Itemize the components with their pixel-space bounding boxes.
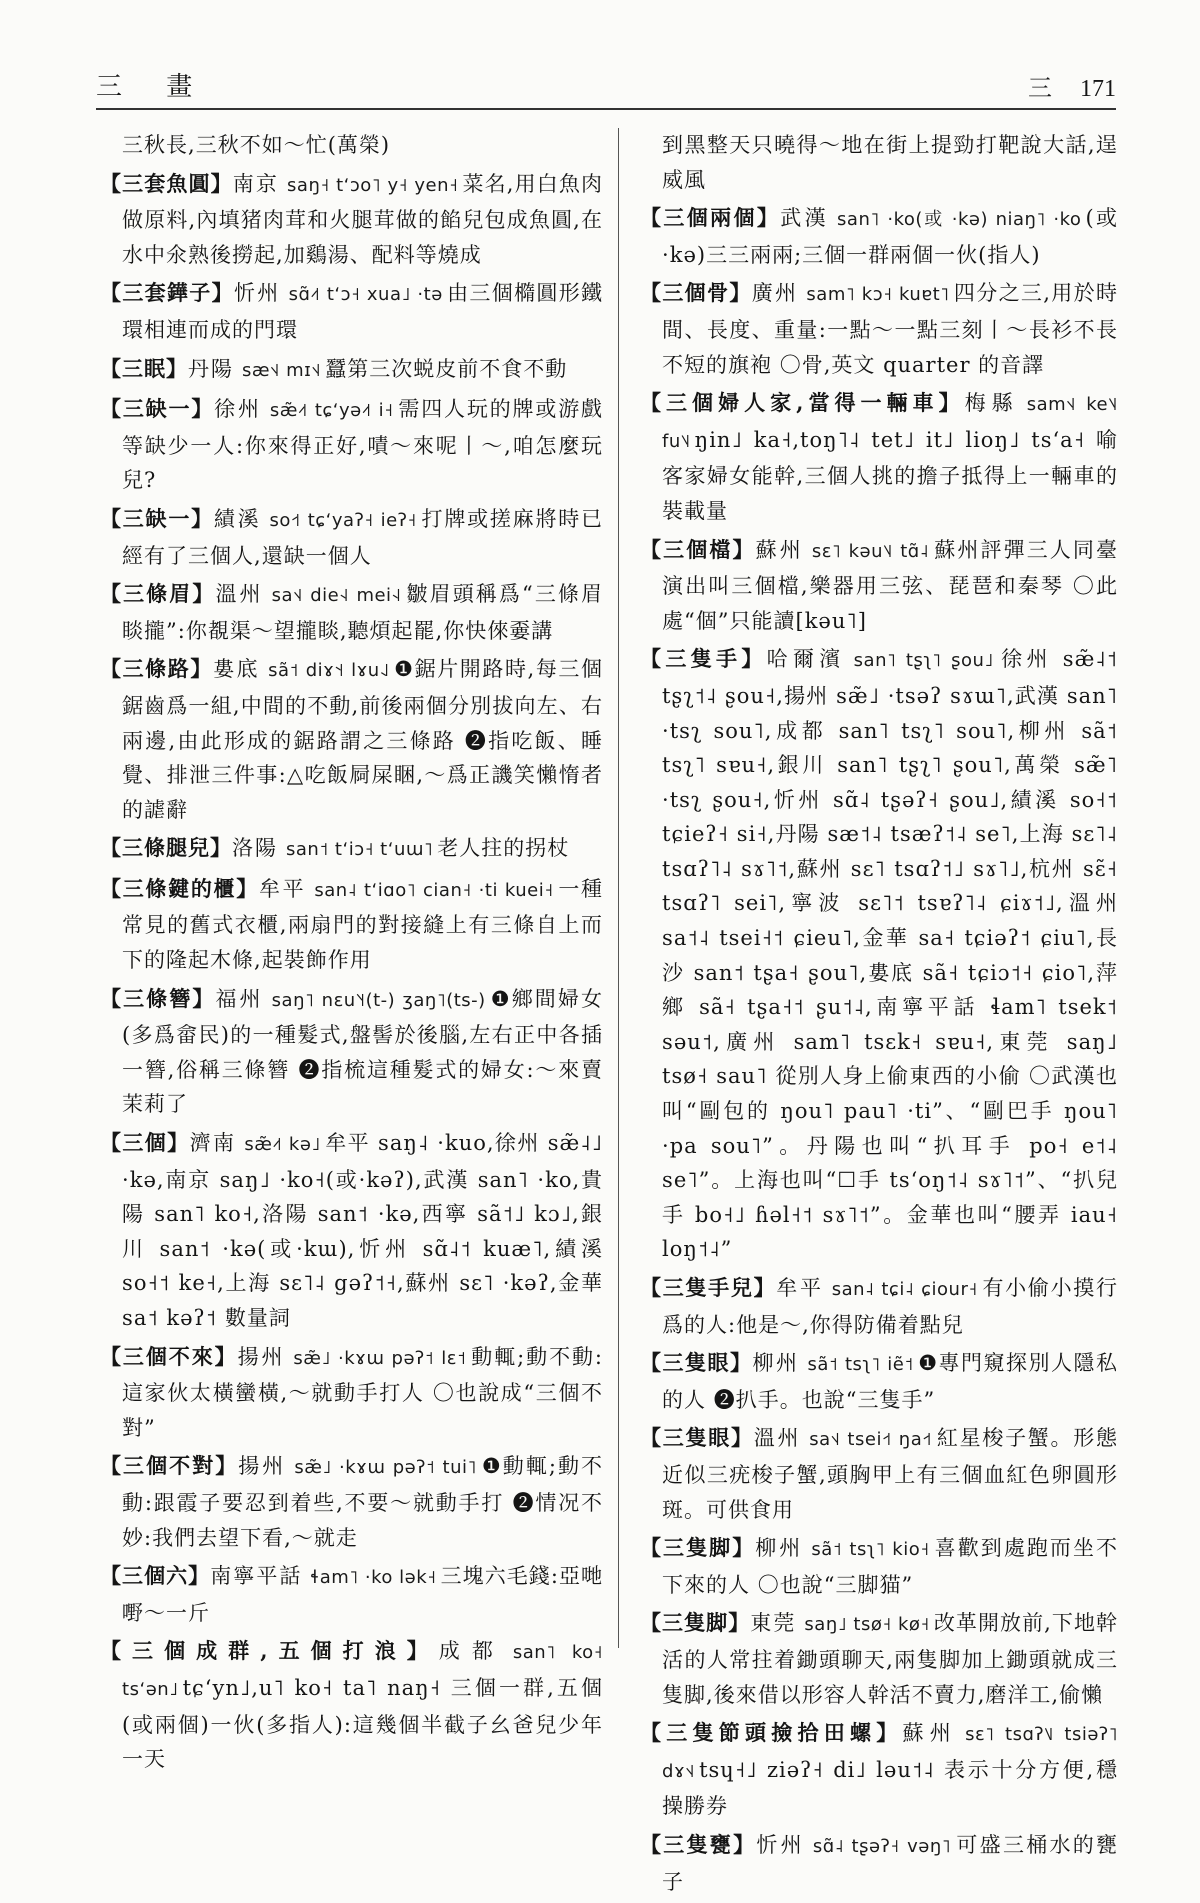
entry-pronunciation: san˨ tɕi˨ ɕiour˧ bbox=[831, 1279, 978, 1300]
entry-headword: 【三個婦人家,當得一輛車】 bbox=[640, 390, 965, 416]
dictionary-entry bbox=[640, 1421, 1118, 1527]
dictionary-entry bbox=[640, 276, 1118, 382]
entry-headword: 【三條眉】 bbox=[100, 581, 216, 607]
entry-definition: tsɥ˧˩ ziəʔ˧ di˩ ləu˦˨ 表示十分方便,穩操勝券 bbox=[662, 1757, 1118, 1819]
entry-headword: 【三缺一】 bbox=[100, 396, 215, 422]
dictionary-entry bbox=[100, 392, 603, 498]
entry-definition: 由三個橢圓形鐵環相連而成的門環 bbox=[122, 281, 604, 342]
entry-region: 哈爾濱 bbox=[766, 647, 846, 672]
dictionary-entry bbox=[640, 201, 1118, 272]
entry-definition: 四分之三,用於時間、長度、重量:一點～一點三刻丨～長衫不長不短的旗袍 〇骨,英文 quarter 的音譯 bbox=[662, 281, 1118, 377]
entry-definition: ❶專門窺探別人隱私的人 ❷扒手。也說“三隻手” bbox=[662, 1351, 1119, 1412]
entry-definition: ŋin˩ ka˧,toŋ˥˨ tet˩ it˩ lioŋ˩ tsʻa˧ 喻客家婦女能幹,三個人挑的擔子抵得上一輛車的裝載量 bbox=[662, 427, 1118, 523]
dictionary-entry bbox=[640, 1716, 1118, 1824]
entry-definition: ❶動輒;動不動:跟霞子要忍到着些,不要～就動手打 ❷情况不妙:我們去望下看,～就走 bbox=[122, 1454, 604, 1550]
entry-region: 溫州 bbox=[753, 1426, 802, 1451]
entry-region: 武漢 bbox=[780, 206, 830, 231]
entry-definition: ❶鄉間婦女(多爲畲民)的一種髮式,盤髻於後腦,左右正中各插一簪,俗稱三條簪 ❷指梳這種髮式的婦女:～來賣茉莉了 bbox=[122, 986, 603, 1117]
entry-definition: 皺眉頭稱爲“三條眉睒攏”:你覩渠～望攏睒,聽煩起罷,你快倈嫑講 bbox=[122, 582, 604, 643]
entry-headword: 【三隻脚】 bbox=[640, 1610, 751, 1636]
entry-definition: 到黑整天只曉得～地在街上提勁打靶說大話,逞威風 bbox=[662, 133, 1118, 192]
dictionary-entry bbox=[100, 1634, 603, 1776]
dictionary-entry bbox=[100, 352, 603, 389]
entry-pronunciation: saŋ˩ tsø˧ kø˧ bbox=[804, 1614, 930, 1636]
dictionary-entry bbox=[100, 872, 603, 978]
entry-headword: 【三個兩個】 bbox=[640, 205, 781, 231]
entry-region: 溫州 bbox=[215, 582, 264, 607]
entry-region: 婁底 bbox=[212, 657, 261, 682]
entry-pronunciation: sã˦ tsʅ˥ iẽ˦ bbox=[807, 1354, 914, 1376]
dictionary-entry bbox=[640, 1606, 1118, 1712]
entry-definition: 蘇州評彈三人同臺演出叫三個檔,樂器用三弦、琵琶和秦琴 〇此處“個”只能讀[kəu˥] bbox=[662, 537, 1119, 633]
entry-pronunciation: saŋ˧ tʻɔo˥ y˧ yen˧ bbox=[287, 174, 459, 196]
entry-region: 牟平 bbox=[776, 1276, 824, 1300]
dictionary-entry bbox=[640, 128, 1118, 197]
entry-pronunciation: san˥ ko˧ tsʻən˩ bbox=[122, 1642, 604, 1700]
entry-headword: 【三隻甕】 bbox=[640, 1831, 757, 1857]
entry-definition: 喜歡到處跑而坐不下來的人 〇也說“三脚猫” bbox=[662, 1536, 1119, 1597]
entry-region: 牟平 bbox=[258, 876, 307, 901]
entry-pronunciation: sã˦ diɤ˦˧ lɤu˨˩ bbox=[268, 660, 390, 682]
entry-headword: 【三條路】 bbox=[100, 656, 213, 682]
entry-region: 蘇州 bbox=[755, 537, 804, 562]
entry-definition: 老人拄的拐杖 bbox=[437, 836, 570, 861]
section-title: 三 畫 bbox=[96, 72, 211, 102]
dictionary-entry bbox=[100, 1340, 603, 1446]
header-rule bbox=[96, 108, 1116, 110]
entry-definition: 徐州 sæ̃˨˦ tʂʅ˦˨ ʂou˧,揚州 sæ̃˩ ·tsəʔ sɤɯ˥,武漢 san˥ ·tsʅ sou˥,成都 san˥ tsʅ˥ sou˥,柳州 sã˦ tsʅ˥ sɐu˧,銀川 san˥ tʂʅ˥ ʂou˥,萬榮 sæ̃˥ ·tsʅ ʂou˧,忻州 sɑ̃˨ tʂəʔ˧ ʂou˩,績溪 so˧˦ tɕieʔ˧ si˧,丹陽 sæ˦˨ tsæʔ˦˨ se˥,上海 sɛ˥˨ tsɑʔ˥˨ sɤ˥˦,蘇州 sɛ˥ tsɑʔ˦˩ sɤ˥˩,杭州 sɛ̃˧ tsɑʔ˥ sei˥,寧波 sɛ˥˦ tsɐʔ˥˨ ɕiɤ˦˩,溫州 sa˦˨ tsei˧˦ ɕieu˥,金華 sa˧ tɕiəʔ˦ ɕiu˥,長沙 san˦ tʂa˧ ʂou˥,婁底 sã˧ tɕiɔ˦˧ ɕio˥,萍鄉 sã˧ tʂa˧˦ ʂu˦˨,南寧平話 ɬam˥ tsek˦ səu˦,廣州 sam˥ tsɛk˧ sɐu˧,東莞 saŋ˩ tsø˧ sau˥ 從別人身上偷東西的小偷 〇武漢也叫“剾包的 ŋou˥ pau˥ ·ti”、“剾巴手 ŋou˥ ·pa sou˥”。丹陽也叫“扒耳手 po˧ e˦˨ se˥”。上海也叫“☐手 tsʻoŋ˦˨ sɤ˥˦”、“扒兒手 bo˧˩ ɦəl˧˦ sɤ˥˦”。金華也叫“腰弄 iau˧ loŋ˦˨” bbox=[662, 647, 1119, 1262]
dictionary-entry bbox=[640, 1828, 1118, 1899]
entry-definition: 三秋長,三秋不如～忙(萬榮) bbox=[122, 133, 391, 157]
entry-headword: 【三隻手兒】 bbox=[640, 1275, 777, 1300]
entry-pronunciation: sæ̃˨˦ kə˩ bbox=[244, 1134, 321, 1156]
entry-region: 廣州 bbox=[751, 281, 799, 306]
entry-pronunciation: san˥ ·ko(或 ·kə) niaŋ˥ ·ko bbox=[837, 209, 1082, 231]
entry-definition: 菜名,用白魚肉做原料,內填猪肉茸和火腿茸做的餡兒包成魚圓,在水中氽熟後撈起,加鷄湯、配料等燒成 bbox=[122, 171, 603, 267]
dictionary-entry bbox=[100, 982, 603, 1122]
entry-headword: 【三眠】 bbox=[100, 355, 188, 381]
entry-region: 柳州 bbox=[755, 1536, 804, 1561]
entry-headword: 【三隻節頭撿拾田螺】 bbox=[640, 1720, 903, 1746]
entry-region: 濟南 bbox=[189, 1131, 237, 1156]
entry-pronunciation: sæ˦˨ mɪ˦˨ bbox=[242, 359, 322, 381]
entry-region: 忻州 bbox=[756, 1832, 805, 1857]
entry-region: 南京 bbox=[232, 171, 280, 196]
entry-definition: 三塊六毛錢:亞哋嘢～一斤 bbox=[122, 1564, 603, 1625]
entry-region: 揚州 bbox=[237, 1344, 286, 1369]
entry-region: 蘇州 bbox=[902, 1721, 958, 1746]
entry-region: 梅縣 bbox=[964, 391, 1019, 416]
entry-headword: 【三隻手】 bbox=[640, 646, 767, 672]
dictionary-entry bbox=[640, 533, 1118, 639]
entry-pronunciation: sɛ˥ kəu˥˨ tɑ̃˨ bbox=[811, 540, 930, 562]
dictionary-entry bbox=[100, 577, 603, 648]
entry-region: 丹陽 bbox=[188, 356, 234, 381]
entry-headword: 【三個不來】 bbox=[100, 1343, 238, 1369]
entry-definition: 牟平 saŋ˨ ·kuo,徐州 sæ̃˨˩ ·kə,南京 saŋ˩ ·ko˧(或·kəʔ),武漢 san˥ ·ko,貴陽 san˥ ko˧,洛陽 san˦ ·kə,西寧 sã˦˩ kɔ˩,銀川 san˦ ·kə(或·kɯ),忻州 sɑ̃˨˦ kuæ˥,績溪 so˧˦ ke˧,上海 sɛ˥˨ gəʔ˦˧,蘇州 sɛ˥ ·kəʔ,金華 sa˦ kəʔ˦ 數量詞 bbox=[122, 1131, 604, 1330]
dictionary-entry bbox=[640, 1271, 1118, 1342]
entry-pronunciation: sa˦˨ tsei˧˦ ŋa˧˦ bbox=[809, 1429, 933, 1451]
entry-region: 洛陽 bbox=[232, 836, 278, 861]
dictionary-entry bbox=[640, 1531, 1118, 1602]
entry-definition: 有小偷小摸行爲的人:他是～,你得防備着點兒 bbox=[662, 1276, 1119, 1337]
entry-headword: 【三條鍵的櫃】 bbox=[100, 875, 259, 901]
entry-definition: 可盛三桶水的甕子 bbox=[662, 1832, 1119, 1894]
entry-pronunciation: sã˦ tsʅ˥ kio˧ bbox=[811, 1539, 930, 1561]
entry-pronunciation: saŋ˥ nɛu˥˧(t-) ʒaŋ˥(ts-) bbox=[271, 989, 486, 1011]
entry-definition: 蠶第三次蜕皮前不食不動 bbox=[325, 356, 568, 381]
entry-region: 揚州 bbox=[238, 1454, 287, 1479]
dictionary-entry bbox=[100, 128, 603, 163]
entry-pronunciation: sɑ̃˨ tʂəʔ˧ vəŋ˥ bbox=[812, 1835, 952, 1857]
entry-pronunciation: sæ̃˨˦ tɕʻyə˨˦ i˧ bbox=[269, 400, 394, 422]
entry-definition: ❶鋸片開路時,每三個鋸齒爲一組,中間的不動,前後兩個分別拔向左、右兩邊,由此形成的鋸路謂之三條路 ❷指吃飯、睡覺、排泄三件事:△吃飯屙屎睏,～爲正譏笑懶惰者的謔辭 bbox=[122, 657, 603, 822]
entry-pronunciation: sa˦˨ die˧˨ mei˧˨ bbox=[271, 585, 402, 607]
dictionary-entry bbox=[100, 276, 603, 347]
entry-definition: 需四人玩的牌或游戲等缺少一人:你來得正好,嘖～來呢丨～,咱怎麼玩兒? bbox=[122, 397, 604, 493]
dictionary-entry bbox=[640, 1346, 1118, 1417]
entry-pronunciation: ɬam˥ ·ko lək˧ bbox=[310, 1567, 437, 1589]
entry-headword: 【三隻眼】 bbox=[640, 1350, 753, 1376]
entry-region: 績溪 bbox=[213, 506, 262, 531]
page-header bbox=[96, 66, 1116, 108]
entry-region: 福州 bbox=[215, 986, 264, 1011]
entry-region: 忻州 bbox=[233, 281, 281, 306]
entry-region: 南寧平話 bbox=[210, 1564, 303, 1589]
dictionary-entry bbox=[640, 386, 1118, 528]
dictionary-entry bbox=[100, 1559, 603, 1630]
entry-headword: 【三個六】 bbox=[100, 1563, 211, 1589]
entry-definition: tɕʻyn˩,u˥ ko˧ ta˥ naŋ˧ 三個一群,五個(或兩個)一伙(多指人):這幾個半截子幺爸兒少年一天 bbox=[122, 1675, 603, 1772]
right-column bbox=[640, 128, 1118, 1903]
entry-definition: 動輒;動不動:這家伙太橫蠻橫,～就動手打人 〇也說成“三個不對” bbox=[122, 1344, 604, 1440]
entry-headword: 【三隻脚】 bbox=[640, 1535, 756, 1561]
entry-pronunciation: san˥ tʂʅ˥ ʂou˩ bbox=[853, 650, 994, 672]
entry-pronunciation: sam˦˨ ke˥˨ fu˥˨ bbox=[662, 394, 1119, 452]
entry-headword: 【三條簪】 bbox=[100, 985, 216, 1011]
entry-pronunciation: sam˥ kɔ˧ kuɐt˥ bbox=[806, 284, 950, 306]
header-char: 三 bbox=[1028, 74, 1052, 102]
entry-region: 東莞 bbox=[750, 1611, 797, 1636]
entry-headword: 【三個】 bbox=[100, 1130, 190, 1156]
entry-pronunciation: so˧˦ tɕʻyaʔ˧ ieʔ˧ bbox=[269, 509, 417, 531]
page-number: 171 bbox=[1080, 76, 1116, 102]
entry-definition: (或 ·kə)三三兩兩;三個一群兩個一伙(指人) bbox=[662, 206, 1119, 267]
entry-headword: 【三個成群,五個打浪】 bbox=[100, 1638, 439, 1664]
dictionary-entry bbox=[100, 1126, 603, 1336]
dictionary-entry bbox=[100, 1449, 603, 1555]
dictionary-entry bbox=[100, 502, 603, 573]
entry-definition: 改革開放前,下地幹活的人常拄着鋤頭聊天,兩隻脚加上鋤頭就成三隻脚,後來借以形容人幹活不賣力,磨洋工,偷懶 bbox=[662, 1611, 1119, 1707]
entry-pronunciation: sæ̃˩ ·kɤɯ pəʔ˦ lɛ˦ bbox=[293, 1347, 467, 1369]
dictionary-entry bbox=[100, 831, 603, 868]
entry-pronunciation: sɑ̃˨˦ tʻɔ˧ xua˩ ·tə bbox=[288, 284, 443, 306]
entry-headword: 【三隻眼】 bbox=[640, 1425, 754, 1451]
entry-region: 柳州 bbox=[752, 1351, 800, 1376]
entry-headword: 【三套魚圓】 bbox=[100, 170, 233, 196]
header-right bbox=[1028, 68, 1116, 103]
entry-pronunciation: san˦ tʻiɔ˧ tʻuɯ˥ bbox=[286, 839, 434, 861]
column-divider bbox=[618, 128, 619, 1648]
left-column bbox=[100, 128, 603, 1781]
entry-definition: 紅星梭子蟹。形態近似三疣梭子蟹,頭胸甲上有三個血紅色卵圓形斑。可供食用 bbox=[662, 1426, 1119, 1522]
entry-pronunciation: sɛ˥ tsɑʔ˥˩ tsiəʔ˥ dɤ˦˨ bbox=[662, 1724, 1118, 1782]
dictionary-entry bbox=[100, 167, 603, 273]
entry-headword: 【三條腿兒】 bbox=[100, 835, 232, 861]
entry-headword: 【三個不對】 bbox=[100, 1453, 239, 1479]
entry-definition: 一種常見的舊式衣櫃,兩扇門的對接縫上有三條自上而下的隆起木條,起裝飾作用 bbox=[122, 876, 604, 973]
entry-headword: 【三個檔】 bbox=[640, 536, 756, 562]
entry-headword: 【三套鏵子】 bbox=[100, 280, 234, 306]
entry-pronunciation: sæ̃˩ ·kɤɯ pəʔ˦ tui˥ bbox=[294, 1457, 477, 1479]
entry-region: 徐州 bbox=[214, 397, 262, 422]
entry-definition: 打牌或搓麻將時已經有了三個人,還缺一個人 bbox=[122, 506, 604, 568]
entry-headword: 【三個骨】 bbox=[640, 280, 752, 306]
entry-pronunciation: san˨ tʻiɑo˥ cian˧ ·ti kuei˧ bbox=[314, 879, 554, 901]
dictionary-entry bbox=[640, 642, 1118, 1267]
entry-region: 成都 bbox=[438, 1639, 505, 1664]
entry-headword: 【三缺一】 bbox=[100, 505, 214, 531]
dictionary-entry bbox=[100, 652, 603, 827]
